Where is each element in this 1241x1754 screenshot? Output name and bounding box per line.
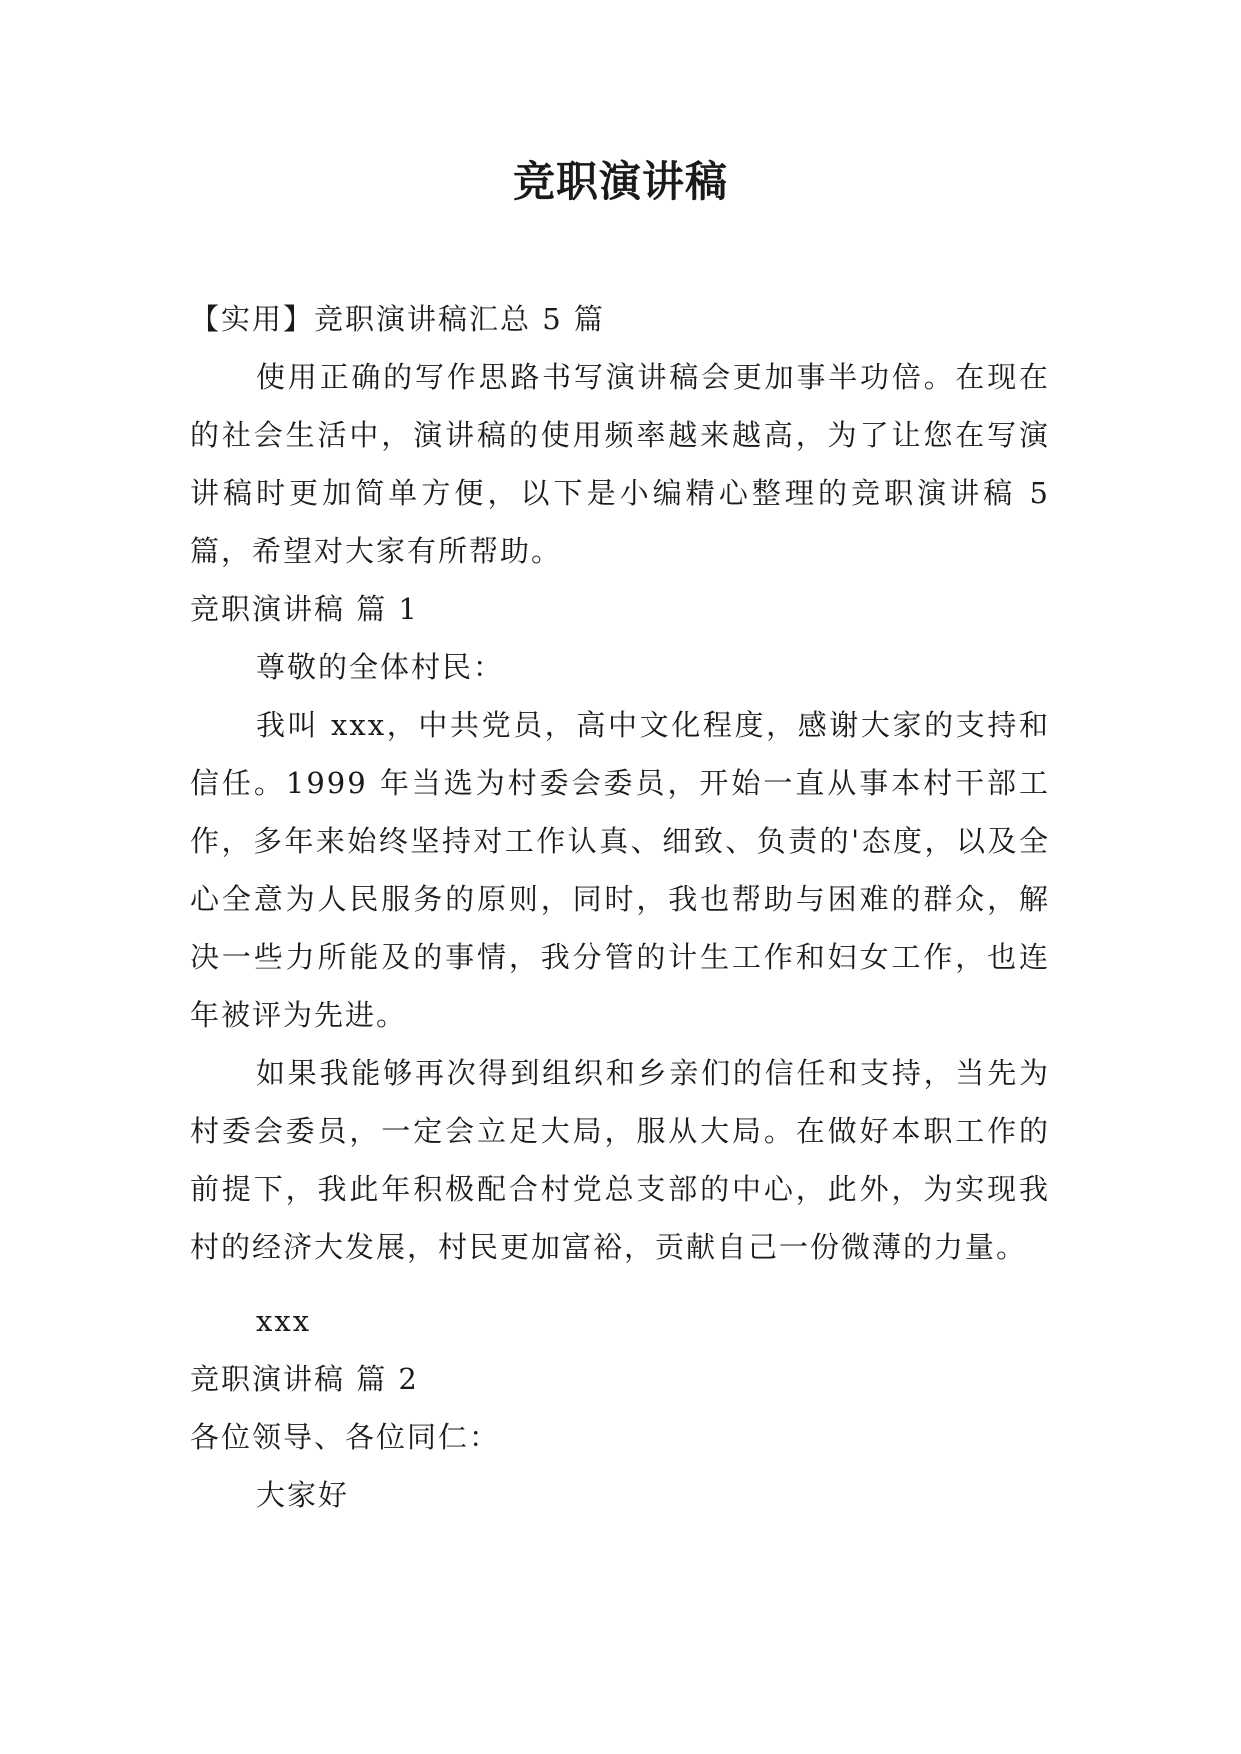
section-1-salutation: 尊敬的全体村民：	[256, 650, 505, 684]
section-1-signature: xxx	[256, 1304, 312, 1338]
intro-paragraph: 使用正确的写作思路书写演讲稿会更加事半功倍。在现在的社会生活中，演讲稿的使用频率越来越高，为了让您在写演讲稿时更加简单方便，以下是小编精心整理的竞职演讲稿 5 篇，希望对大家有所帮助。	[190, 360, 1050, 568]
section-1-heading: 竞职演讲稿 篇 1	[190, 592, 419, 626]
document-title: 竞职演讲稿	[512, 157, 728, 206]
section-2-greeting: 大家好	[256, 1478, 350, 1512]
section-2-heading: 竞职演讲稿 篇 2	[190, 1362, 419, 1396]
section-1-paragraph-2: 如果我能够再次得到组织和乡亲们的信任和支持，当先为村委会委员，一定会立足大局，服从大局。在做好本职工作的前提下，我此年积极配合村党总支部的中心，此外，为实现我村的经济大发展，村民更加富裕，贡献自己一份微薄的力量。	[190, 1056, 1050, 1264]
document-subtitle: 【实用】竞职演讲稿汇总 5 篇	[190, 302, 605, 336]
section-2-salutation: 各位领导、各位同仁：	[190, 1420, 501, 1454]
section-1-paragraph-1: 我叫 xxx，中共党员，高中文化程度，感谢大家的支持和信任。1999 年当选为村委会委员，开始一直从事本村干部工作，多年来始终坚持对工作认真、细致、负责的'态度，以及全心全意为人民服务的原则，同时，我也帮助与困难的群众，解决一些力所能及的事情，我分管的计生工作和妇女工作，也连年被评为先进。	[190, 708, 1050, 1032]
document-body	[190, 290, 1050, 1524]
